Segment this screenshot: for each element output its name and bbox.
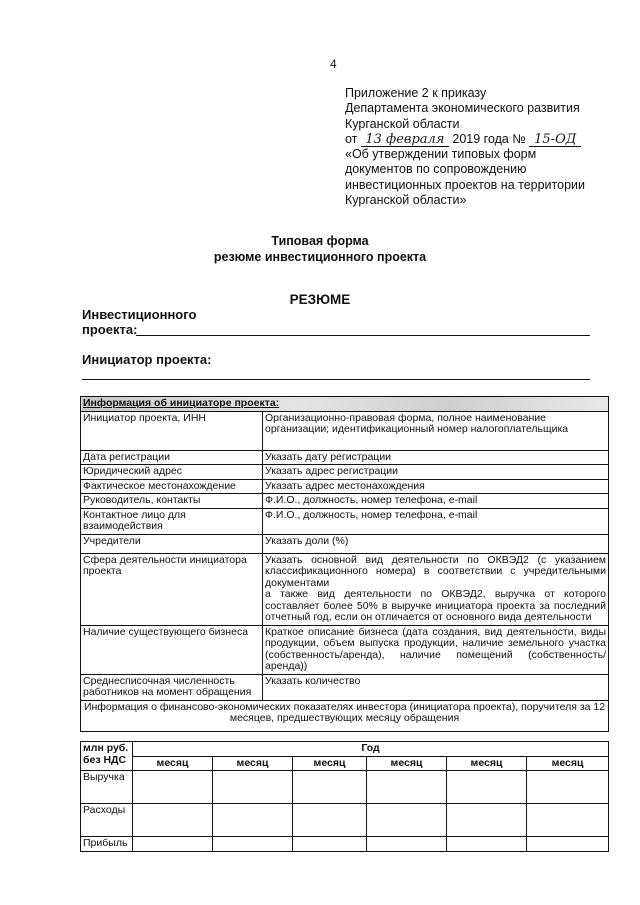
row-value-part-1: Указать основной вид деятельности по ОКВЭД2 (с указанием классификационного номера) в соответствии с учредительными документами (265, 553, 607, 589)
appendix-line-3: Курганской области (345, 116, 460, 131)
fin-year-cell: Год (133, 742, 609, 757)
date-prefix: от (345, 131, 358, 146)
table-header-text: Информация об инициаторе проекта: (83, 397, 280, 409)
row-label: Сфера деятельности инициатора проекта (81, 553, 263, 625)
form-title-line-1: Типовая форма (271, 234, 369, 248)
fin-cell (367, 837, 447, 852)
fin-row (81, 804, 609, 837)
fin-cell (367, 804, 447, 837)
row-label: Учредители (81, 534, 263, 553)
table-row (81, 625, 609, 674)
table-row (81, 411, 609, 450)
row-label: Руководитель, контакты (81, 494, 263, 509)
project-label-line-2: проекта: (82, 322, 138, 337)
fin-month-cell: месяц (527, 756, 609, 771)
fin-month-cell: месяц (213, 756, 293, 771)
project-name-line (136, 335, 590, 336)
row-value: Краткое описание бизнеса (дата создания, вид деятельности, виды продукции, объем выпуска продукции, наличие земельного участка (собственность/аренда), наличие помещений (собственность/аренда)) (263, 625, 609, 674)
form-title (0, 233, 640, 265)
row-value: Указать количество (263, 674, 609, 700)
table-row (81, 534, 609, 553)
financial-note: Информация о финансово-экономических показателях инвестора (инициатора проекта), поручителя за 12 месяцев, предшествующих месяцу обращения (81, 700, 609, 731)
appendix-line-7: инвестиционных проектов на территории (345, 177, 585, 192)
fin-cell (527, 804, 609, 837)
initiator-name-line (82, 379, 590, 380)
table-row (81, 508, 609, 534)
fin-row-label: Расходы (81, 804, 133, 837)
fin-corner-line-1: млн руб. (83, 742, 129, 754)
table-header-cell (81, 397, 609, 412)
fin-row (81, 771, 609, 804)
row-label: Фактическое местонахождение (81, 479, 263, 494)
row-label: Инициатор проекта, ИНН (81, 411, 263, 450)
fin-corner-cell (81, 742, 133, 771)
row-label: Контактное лицо для взаимодействия (81, 508, 263, 534)
table-header-row (81, 397, 609, 412)
appendix-line-5: «Об утверждении типовых форм (345, 147, 537, 162)
table-row (81, 465, 609, 480)
table-row (81, 479, 609, 494)
appendix-line-1: Приложение 2 к приказу (345, 86, 487, 100)
appendix-block (345, 86, 605, 208)
fin-cell (213, 771, 293, 804)
initiator-info-table (80, 396, 609, 732)
fin-row (81, 837, 609, 852)
fin-month-cell: месяц (447, 756, 527, 771)
form-title-line-2: резюме инвестиционного проекта (213, 250, 427, 264)
row-label: Наличие существующего бизнеса (81, 625, 263, 674)
fin-cell (527, 837, 609, 852)
fin-cell (447, 771, 527, 804)
fin-cell (527, 771, 609, 804)
appendix-line-6: документов по сопровождению (345, 162, 527, 177)
row-value: Организационно-правовая форма, полное наименование организации; идентификационный номер налогоплательщика (263, 411, 609, 450)
page-number: 4 (330, 57, 337, 71)
row-value: Указать адрес регистрации (263, 465, 609, 480)
appendix-date-line (345, 132, 605, 147)
row-value-part-2: а также вид деятельности по ОКВЭД2, выручка от которого составляет более 50% в выручке инициатора проекта за последний отчетный год, если он отличается от основного вида деятельности (265, 588, 607, 623)
table-row (81, 700, 609, 731)
fin-cell (293, 837, 367, 852)
fin-cell (293, 804, 367, 837)
fin-months-row (81, 756, 609, 771)
fin-row-label: Выручка (81, 771, 133, 804)
row-label: Юридический адрес (81, 465, 263, 480)
appendix-line-8: Курганской области» (345, 193, 467, 208)
table-row (81, 674, 609, 700)
fin-cell (133, 837, 213, 852)
row-value: Указать доли (%) (263, 534, 609, 553)
row-value: Ф.И.О., должность, номер телефона, e-mail (263, 494, 609, 509)
fin-month-cell: месяц (293, 756, 367, 771)
table-row (81, 553, 609, 625)
fin-cell (367, 771, 447, 804)
row-value (263, 553, 609, 625)
fin-cell (447, 804, 527, 837)
financial-table (80, 741, 609, 852)
fin-corner-line-2: без НДС (83, 753, 127, 766)
fin-cell (133, 771, 213, 804)
fin-month-cell: месяц (133, 756, 213, 771)
row-label: Дата регистрации (81, 450, 263, 465)
handwritten-date: 13 февраля (361, 133, 449, 147)
fin-header-row (81, 742, 609, 757)
year-text: 2019 года № (452, 131, 526, 146)
table-row (81, 450, 609, 465)
fin-cell (213, 837, 293, 852)
project-label-line-1: Инвестиционного (82, 307, 197, 322)
resume-heading: РЕЗЮМЕ (289, 292, 351, 307)
fin-cell (293, 771, 367, 804)
row-value: Указать дату регистрации (263, 450, 609, 465)
handwritten-number: 15-ОД (529, 133, 581, 147)
appendix-line-2: Департамента экономического развития (345, 101, 580, 116)
initiator-label: Инициатор проекта: (82, 352, 212, 367)
fin-month-cell: месяц (367, 756, 447, 771)
fin-row-label: Прибыль (81, 837, 133, 852)
table-row (81, 494, 609, 509)
row-value: Ф.И.О., должность, номер телефона, e-mail (263, 508, 609, 534)
row-value: Указать адрес местонахождения (263, 479, 609, 494)
fin-cell (447, 837, 527, 852)
row-label: Среднесписочная численность работников на момент обращения (81, 674, 263, 700)
fin-cell (133, 804, 213, 837)
fin-cell (213, 804, 293, 837)
